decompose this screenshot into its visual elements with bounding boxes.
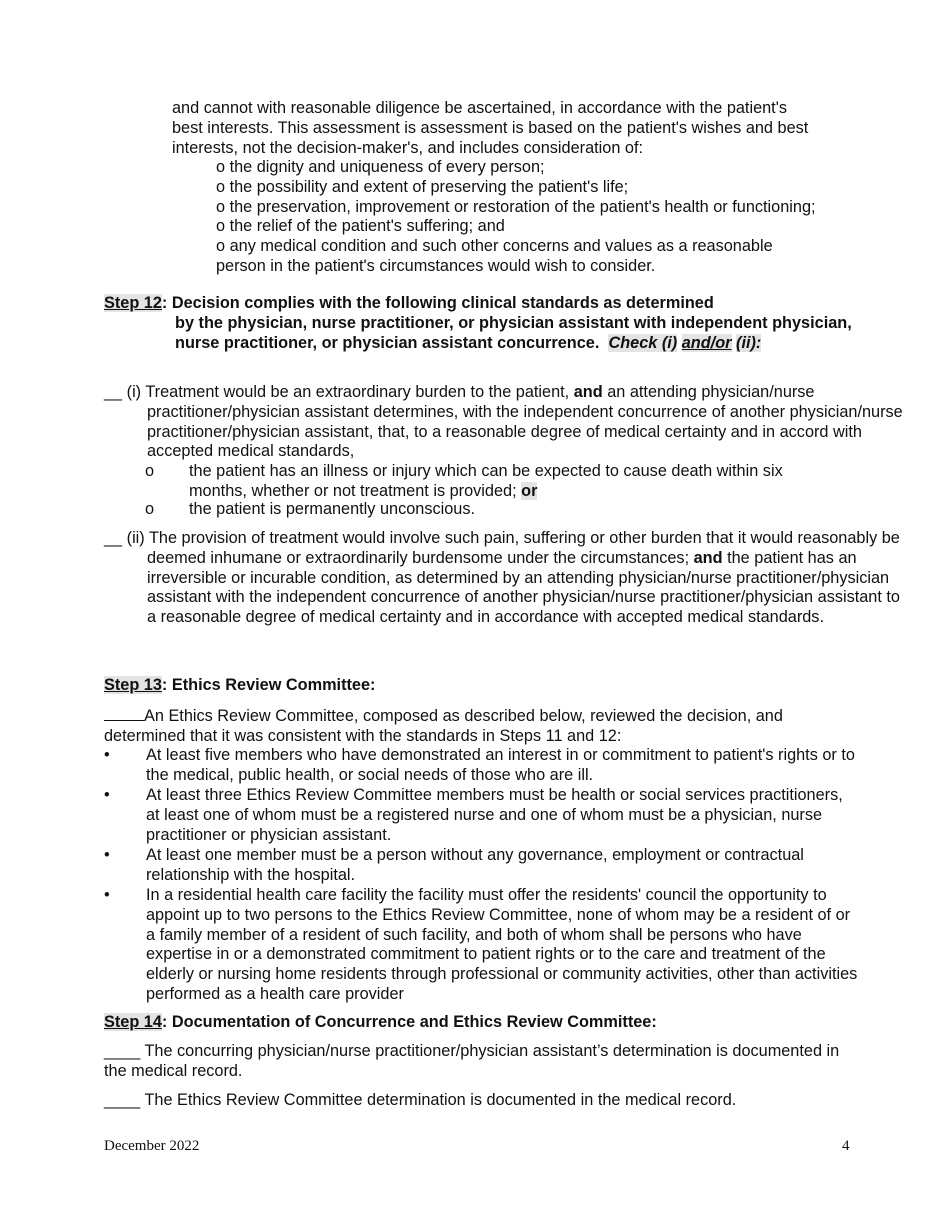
step13-checkbox-blank[interactable] [104, 706, 144, 721]
consideration-item: person in the patient's circumstances would wish to consider. [216, 256, 656, 275]
consideration-item: o any medical condition and such other concerns and values as a reasonable [216, 237, 773, 256]
footer-date: December 2022 [104, 1138, 200, 1154]
check-andor: and/or [681, 333, 732, 352]
considerations-list [216, 158, 866, 277]
step12-heading [104, 294, 864, 314]
step12-label: Step 12 [104, 294, 162, 312]
bullet-text: At least one member must be a person without any governance, employment or contractual relationship with the hospital. [146, 846, 804, 884]
step13-title: : Ethics Review Committee: [161, 676, 376, 694]
option-i-paragraph [104, 383, 907, 462]
sub1-text: the patient has an illness or injury which can be expected to cause death within six months, whether or not treatment is provided; [189, 462, 783, 500]
option-ii-paragraph [104, 529, 907, 628]
sub-text [189, 462, 829, 502]
consideration-item: o the dignity and uniqueness of every person; [216, 158, 545, 176]
step12-title-continued [175, 314, 865, 354]
intro-line: best interests. This assessment is assessment is based on the patient's wishes and best [172, 118, 809, 137]
consideration-item: o the possibility and extent of preserving the patient's life; [216, 177, 629, 196]
bullet-icon: • [104, 786, 110, 804]
option-i-text: (i) Treatment would be an extraordinary burden to the patient, [122, 383, 574, 401]
sub2-text: the patient is permanently unconscious. [189, 500, 475, 518]
option-i-and: and [573, 383, 603, 401]
step14-item-1 [104, 1042, 864, 1082]
step13-statement [104, 706, 864, 747]
step14-title: : Documentation of Concurrence and Ethics Review Committee: [161, 1013, 657, 1031]
step14-label: Step 14 [104, 1013, 162, 1031]
option-ii-text: (ii) The provision of treatment would involve such pain, suffering or other burden that it would reasonably be deemed inhumane or extraordinarily burdensome under the circumstances; [122, 529, 900, 567]
bullet-icon: • [104, 746, 110, 764]
sub1-or: or [521, 481, 538, 500]
bullet-text: In a residential health care facility the facility must offer the residents' council the opportunity to appoint up to two persons to the Ethics Review Committee, none of whom may be a resident of or a family member of a resident of such facility, and both of whom shall be persons who have expertise in or a demonstrated commitment to patient rights or to the care and treatment of the elderly or nursing home residents through professional or community activities, other than activities performed as a health care provider [146, 886, 858, 1003]
option-ii-checkbox-blank[interactable]: __ [104, 529, 123, 547]
step12-title: : Decision complies with the following clinical standards as determined [161, 294, 714, 312]
page-number: 4 [842, 1138, 850, 1154]
intro-line: interests, not the decision-maker's, and includes consideration of: [172, 138, 643, 157]
sub-marker: o [145, 500, 155, 518]
consideration-item: o the preservation, improvement or restoration of the patient's health or functioning; [216, 197, 816, 216]
option-i-rest: an attending physician/nurse practitioner/physician assistant determines, with the independent concurrence of another physician/nurse practitioner/physician assistant, that, to a reasonable degree of medical certainty and in accord with accepted medical standards, [147, 383, 903, 461]
option-ii-and: and [693, 548, 723, 567]
intro-line: and cannot with reasonable diligence be ascertained, in accordance with the patient's [172, 99, 787, 117]
step14-item1-blank[interactable]: ____ [104, 1042, 141, 1060]
step13-heading [104, 676, 864, 696]
step14-heading [104, 1013, 864, 1033]
step12-title-rest: by the physician, nurse practitioner, or physician assistant with independent physician, nurse practitioner, or physician assistant concurrence. [175, 314, 852, 352]
bullet-icon: • [104, 846, 110, 864]
option-ii-rest: the patient has an irreversible or incurable condition, as determined by an attending physician/nurse practitioner/physician assistant with the independent concurrence of another physician/nurse practitioner/physician assistant to a reasonable degree of medical certainty and in accordance with accepted medical standards. [147, 548, 900, 627]
consideration-item: o the relief of the patient's suffering; and [216, 217, 505, 236]
bullet-icon: • [104, 886, 110, 904]
check-suffix: (ii): [736, 333, 762, 352]
step14-item2-text: The Ethics Review Committee determination is documented in the medical record. [140, 1091, 737, 1109]
step13-label: Step 13 [104, 676, 162, 694]
bullet-text: At least five members who have demonstrated an interest in or commitment to patient's rights or to the medical, public health, or social needs of those who are ill. [146, 746, 855, 784]
step14-item1-text: The concurring physician/nurse practitioner/physician assistant’s determination is documented in the medical record. [104, 1042, 840, 1080]
step13-statement-text: An Ethics Review Committee, composed as described below, reviewed the decision, and determined that it was consistent with the standards in Steps 11 and 12: [104, 707, 783, 745]
check-instruction: Check (i) [608, 333, 678, 352]
intro-paragraph [172, 99, 862, 158]
sub-marker: o [145, 462, 155, 480]
step14-item2-blank[interactable]: ____ [104, 1091, 141, 1109]
bullet-text: At least three Ethics Review Committee members must be health or social services practitioners, at least one of whom must be a registered nurse and one of whom must be a physician, nurse practitioner or physician assistant. [146, 786, 843, 844]
option-i-checkbox-blank[interactable]: __ [104, 383, 123, 401]
step14-item-2 [104, 1091, 864, 1111]
